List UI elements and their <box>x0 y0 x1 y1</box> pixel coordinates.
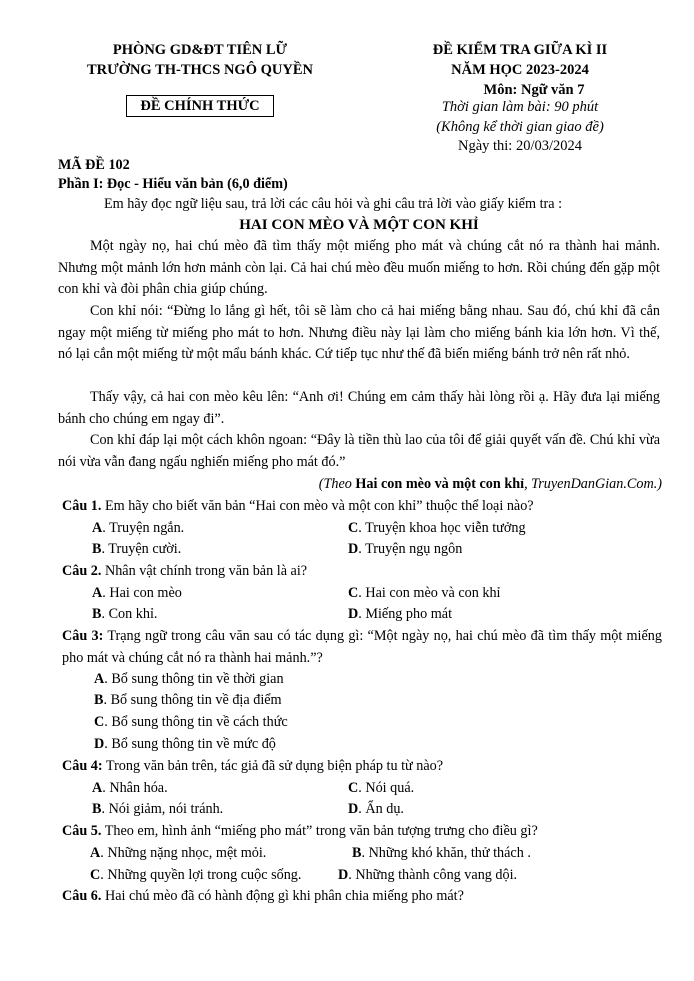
question-text: Trong văn bản trên, tác giả đã sử dụng biện pháp tu từ nào? <box>102 758 444 774</box>
story-paragraph: Con khỉ nói: “Đừng lo lắng gì hết, tôi sẽ làm cho cả hai miếng bằng nhau. Sau đó, chú khỉ đã cắn ngay một miếng từ miếng pho mát to hơn. Nhưng điều này lại làm cho miếng bánh kia lớn hơn. Vì thế, nó lại cắn một miếng từ một mẩu bánh khác. Cứ tiếp tục như thế đã biến miếng bánh trở nên rất nhỏ. <box>58 303 660 362</box>
option-c: C. Nói quá. <box>348 780 415 796</box>
exam-code: MÃ ĐỀ 102 <box>58 157 130 173</box>
option-a: A. Bổ sung thông tin về thời gian <box>94 671 284 687</box>
question-text: Hai chú mèo đã có hành động gì khi phân chia miếng pho mát? <box>101 888 464 904</box>
question-2 <box>62 561 307 583</box>
question-label: Câu 6. <box>62 888 102 904</box>
story-paragraph: Con khỉ đáp lại một cách khôn ngoan: “Đây là tiền thù lao của tôi để giải quyết vấn đề. Chú khỉ vừa nói vừa vẫn đang ngấu nghiến miếng pho mát đó.” <box>58 432 660 470</box>
department-name: PHÒNG GD&ĐT TIÊN LỮ <box>112 42 288 58</box>
option-d: D. Truyện ngụ ngôn <box>348 541 463 557</box>
duration: Thời gian làm bài: 90 phút <box>441 99 599 115</box>
part1-title: Phần I: Đọc - Hiểu văn bản (6,0 điểm) <box>58 176 288 192</box>
source-open: (Theo <box>318 476 356 492</box>
story-title: HAI CON MÈO VÀ MỘT CON KHỈ <box>239 217 479 233</box>
option-b: B. Nói giảm, nói tránh. <box>92 801 224 817</box>
question-label: Câu 3: <box>62 628 104 644</box>
school-year: NĂM HỌC 2023-2024 <box>451 62 589 78</box>
question-3 <box>62 626 662 669</box>
question-label: Câu 2. <box>62 563 102 579</box>
option-b: B. Bổ sung thông tin về địa điểm <box>94 692 282 708</box>
option-d: D. Những thành công vang dội. <box>338 867 518 883</box>
option-a: A. Nhân hóa. <box>92 780 168 796</box>
option-d: D. Ẩn dụ. <box>348 801 404 817</box>
exam-date: Ngày thi: 20/03/2024 <box>457 138 583 154</box>
school-name: TRƯỜNG TH-THCS NGÔ QUYỀN <box>87 62 313 78</box>
exam-title: ĐỀ KIỂM TRA GIỮA KÌ II <box>432 42 608 58</box>
question-6 <box>62 886 464 908</box>
question-5 <box>62 821 538 843</box>
subject: Môn: Ngữ văn 7 <box>483 82 585 98</box>
story-source <box>319 474 662 496</box>
option-d: D. Bổ sung thông tin về mức độ <box>94 736 276 752</box>
option-a: A. Hai con mèo <box>92 585 182 601</box>
question-text: Em hãy cho biết văn bản “Hai con mèo và một con khỉ” thuộc thể loại nào? <box>101 498 534 514</box>
option-c: C. Những quyền lợi trong cuộc sống. <box>90 867 302 883</box>
story-paragraph: Một ngày nọ, hai chú mèo đã tìm thấy một miếng pho mát và chúng cắt nó ra thành hai mảnh. Nhưng một mảnh lớn hơn mảnh còn lại. Cả hai chú mèo đều muốn miếng to hơn. Rồi chúng đến gặp một con khỉ và đòi phân chia giúp chúng. <box>58 238 660 297</box>
option-b: B. Những khó khăn, thử thách . <box>352 845 531 861</box>
option-b: B. Truyện cười. <box>92 541 182 557</box>
story-paragraph: Thấy vậy, cả hai con mèo kêu lên: “Anh ơi! Chúng em cảm thấy hài lòng rồi ạ. Hãy đưa lại miếng bánh cho chúng em ngay đi”. <box>58 389 660 427</box>
question-4 <box>62 756 443 778</box>
question-label: Câu 4: <box>62 758 103 774</box>
duration-note: (Không kể thời gian giao đề) <box>436 119 604 135</box>
question-label: Câu 5. <box>62 823 102 839</box>
source-tail: , TruyenDanGian.Com.) <box>524 476 662 492</box>
question-text: Trạng ngữ trong câu văn sau có tác dụng gì: “Một ngày nọ, hai chú mèo đã tìm thấy một miếng pho mát và chúng cắt nó ra thành hai mảnh.”? <box>62 628 662 666</box>
option-d: D. Miếng pho mát <box>348 606 453 622</box>
option-a: A. Truyện ngắn. <box>92 520 185 536</box>
question-text: Theo em, hình ảnh “miếng pho mát” trong văn bản tượng trưng cho điều gì? <box>101 823 538 839</box>
question-1 <box>62 496 534 518</box>
part1-instruction: Em hãy đọc ngữ liệu sau, trả lời các câu hỏi và ghi câu trả lời vào giấy kiểm tra : <box>104 196 563 212</box>
option-b: B. Con khỉ. <box>92 606 158 622</box>
option-c: C. Truyện khoa học viễn tưởng <box>348 520 526 536</box>
option-c: C. Bổ sung thông tin về cách thức <box>94 714 288 730</box>
option-a: A. Những nặng nhọc, mệt mỏi. <box>90 845 267 861</box>
official-exam-box: ĐỀ CHÍNH THỨC <box>126 95 274 117</box>
question-text: Nhân vật chính trong văn bản là ai? <box>101 563 308 579</box>
question-label: Câu 1. <box>62 498 102 514</box>
source-title: Hai con mèo và một con khỉ <box>355 476 525 492</box>
option-c: C. Hai con mèo và con khỉ <box>348 585 501 601</box>
